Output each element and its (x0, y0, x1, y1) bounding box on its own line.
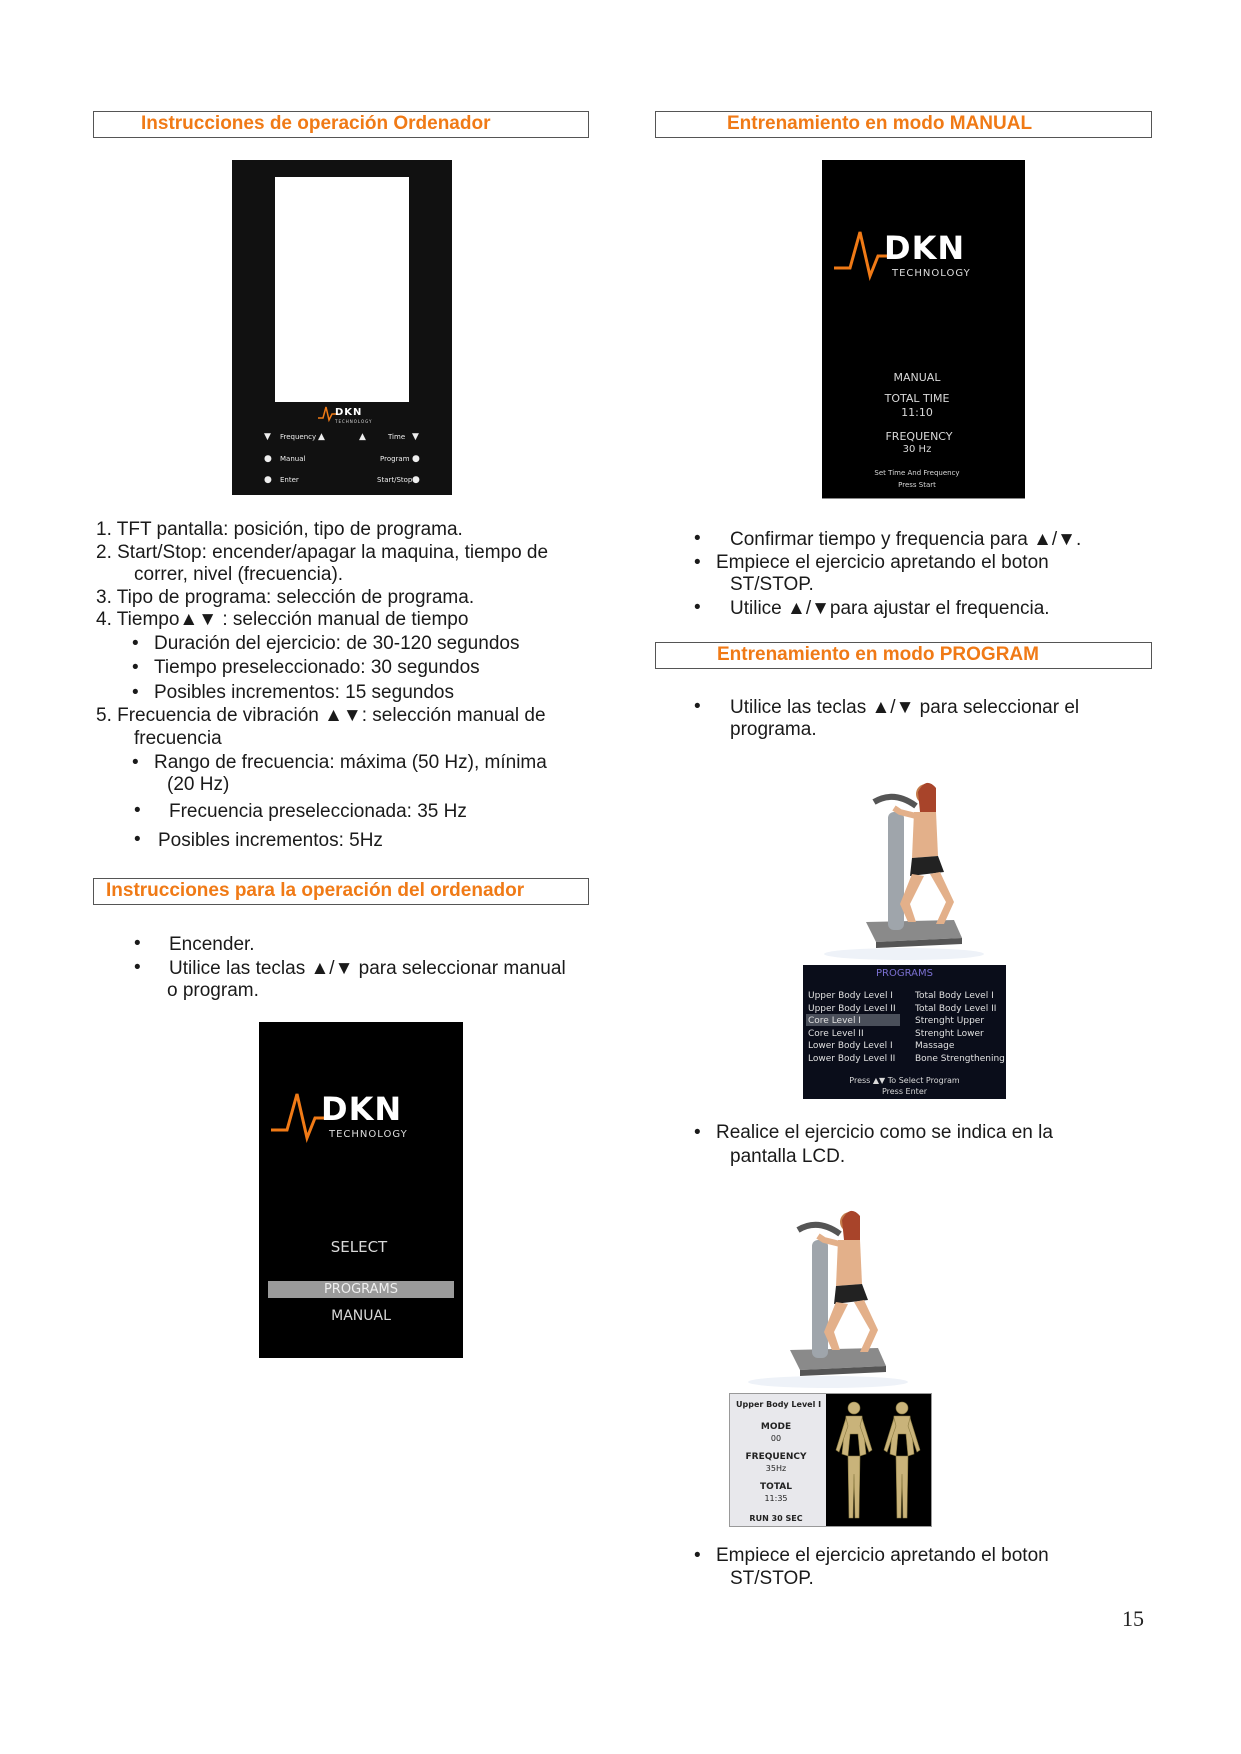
dkn-logo-icon (318, 405, 336, 423)
list-item-2: 2. Start/Stop: encender/apagar la maquina, tiempo de (96, 542, 549, 563)
list-item-5-sub-1: • Rango de frecuencia: máxima (50 Hz), mínima (154, 752, 547, 774)
list-item-4: 4. Tiempo▲▼ : selección manual de tiempo (96, 609, 469, 630)
list-item-2-cont: correr, nivel (frecuencia). (134, 564, 344, 585)
freq-down-icon[interactable]: ▼ (264, 432, 271, 442)
bullet-dot: • (134, 829, 141, 850)
programs-option[interactable]: PROGRAMS (268, 1281, 454, 1298)
program-label: Program (380, 455, 410, 463)
program-list-item[interactable]: Total Body Level II (915, 1003, 997, 1014)
list-item-1: 1. TFT pantalla: posición, tipo de programa. (96, 519, 463, 540)
program-bullet-1-cont: programa. (730, 719, 817, 740)
manual-label: Manual (280, 455, 306, 463)
manual-screen-image (822, 160, 1025, 498)
manual-bullet-2: • Empiece el ejercicio apretando el boton (716, 552, 1049, 574)
programs-title: PROGRAMS (876, 968, 933, 979)
frequency-label: FREQUENCY (885, 430, 953, 443)
program-list-item[interactable]: Core Level I (808, 1016, 861, 1026)
tft-display (275, 177, 409, 402)
run-mode-value: 00 (770, 1434, 782, 1443)
run-frequency-value: 35Hz (765, 1464, 787, 1473)
time-up-icon[interactable]: ▲ (359, 432, 366, 442)
empiece-bullet: • Empiece el ejercicio apretando el boton (716, 1545, 1049, 1567)
frequency-value: 30 Hz (902, 444, 932, 455)
run-mode-label: MODE (760, 1422, 792, 1432)
manual-logo: DKN (884, 229, 966, 267)
realice-bullet: • Realice el ejercicio como se indica en la (716, 1122, 1053, 1144)
list-item-3: 3. Tipo de programa: selección de programa. (96, 587, 475, 608)
bullet-dot: • (694, 696, 701, 717)
bullet-dot: • (694, 597, 701, 618)
instr-teclas-cont: o program. (167, 980, 259, 1001)
console-logo: DKN (335, 407, 363, 418)
section-heading-operacion-ordenador: Instrucciones de operación Ordenador (93, 111, 589, 138)
vibration-machine-illustration (728, 1200, 928, 1388)
anatomy-figure-icon (826, 1394, 931, 1526)
manual-bullet-1: Confirmar tiempo y frequencia para ▲/▼. (730, 529, 1082, 550)
bullet-dot: • (134, 933, 141, 954)
time-down-icon[interactable]: ▼ (412, 432, 419, 442)
program-list-item[interactable]: Lower Body Level II (808, 1053, 896, 1064)
program-list-item[interactable]: Strenght Upper (915, 1016, 985, 1026)
manual-button-dot[interactable]: ● (264, 454, 272, 464)
manual-hint-1: Set Time And Frequency (874, 469, 960, 477)
program-list-item[interactable]: Strenght Lower (915, 1028, 984, 1039)
freq-up-icon[interactable]: ▲ (318, 432, 325, 442)
run-countdown: RUN 30 SEC (749, 1514, 803, 1523)
manual-hint-2: Press Start (898, 481, 936, 489)
select-screen-image (259, 1022, 463, 1358)
manual-bullet-3: Utilice ▲/▼para ajustar el frequencia. (730, 598, 1050, 619)
startstop-label: Start/Stop (377, 476, 413, 484)
body-anatomy-panel (826, 1394, 931, 1526)
manual-bullet-2-cont: ST/STOP. (730, 574, 814, 595)
program-list-item[interactable]: Upper Body Level II (808, 1003, 896, 1014)
list-item-5: 5. Frecuencia de vibración ▲▼: selección manual de (96, 705, 546, 726)
startstop-button-dot[interactable]: ● (412, 475, 420, 485)
programs-screen-image (803, 965, 1006, 1099)
bullet-dot: • (134, 957, 141, 978)
list-item-4-sub-2: • Tiempo preseleccionado: 30 segundos (154, 657, 480, 679)
program-list-item[interactable]: Massage (915, 1041, 955, 1051)
list-item-5-cont: frecuencia (134, 728, 222, 749)
enter-label: Enter (280, 476, 299, 484)
program-list-item[interactable]: Total Body Level I (915, 991, 994, 1001)
list-item-4-sub-3: • Posibles incrementos: 15 segundos (154, 682, 454, 704)
vibration-machine-illustration (804, 772, 1004, 960)
section-heading-modo-program: Entrenamiento en modo PROGRAM (655, 642, 1152, 669)
instr-encender: Encender. (169, 934, 255, 955)
list-item-5-sub-3: Posibles incrementos: 5Hz (158, 830, 383, 851)
console-logo-sub: TECHNOLOGY (335, 419, 373, 424)
page-number: 15 (1122, 1606, 1144, 1631)
total-time-label: TOTAL TIME (884, 392, 950, 405)
run-program-name: Upper Body Level I (736, 1400, 822, 1409)
manual-option[interactable]: MANUAL (331, 1308, 391, 1324)
manual-mode-label: MANUAL (893, 371, 941, 384)
empiece-bullet-cont: ST/STOP. (730, 1568, 814, 1589)
program-list-item[interactable]: Core Level II (808, 1028, 864, 1039)
run-screen-image (729, 1393, 932, 1527)
time-label: Time (388, 433, 406, 441)
program-list-item[interactable]: Bone Strengthening (915, 1053, 1005, 1064)
enter-button-dot[interactable]: ● (264, 475, 272, 485)
select-logo-sub: TECHNOLOGY (329, 1129, 408, 1140)
programs-hint-2: Press Enter (881, 1087, 928, 1096)
program-bullet-1: Utilice las teclas ▲/▼ para seleccionar el (730, 697, 1080, 718)
total-time-value: 11:10 (901, 406, 933, 419)
program-button-dot[interactable]: ● (412, 454, 420, 464)
bullet-dot: • (694, 528, 701, 549)
section-heading-operacion-del-ordenador: Instrucciones para la operación del ordenador (93, 878, 589, 905)
program-list-item[interactable]: Lower Body Level I (808, 1041, 893, 1051)
bullet-dot: • (134, 800, 141, 821)
run-total-label: TOTAL (760, 1482, 792, 1492)
select-logo: DKN (321, 1090, 403, 1128)
frequency-label: Frequency (280, 433, 317, 441)
section-heading-modo-manual: Entrenamiento en modo MANUAL (655, 111, 1152, 138)
list-item-5-sub-2: Frecuencia preseleccionada: 35 Hz (169, 801, 467, 822)
run-frequency-label: FREQUENCY (745, 1452, 807, 1462)
list-item-4-sub-1: • Duración del ejercicio: de 30-120 segundos (154, 633, 519, 655)
programs-hint-1: Press ▲▼ To Select Program (849, 1076, 960, 1085)
run-total-value: 11:35 (764, 1494, 788, 1503)
realice-bullet-cont: pantalla LCD. (730, 1146, 846, 1167)
program-list-item[interactable]: Upper Body Level I (808, 991, 893, 1001)
console-panel-image (232, 160, 452, 495)
select-title: SELECT (330, 1238, 388, 1256)
divider (822, 498, 1025, 499)
manual-logo-sub: TECHNOLOGY (892, 268, 971, 279)
instr-teclas: Utilice las teclas ▲/▼ para seleccionar manual (169, 958, 566, 979)
list-item-5-sub-1-cont: (20 Hz) (167, 774, 230, 795)
